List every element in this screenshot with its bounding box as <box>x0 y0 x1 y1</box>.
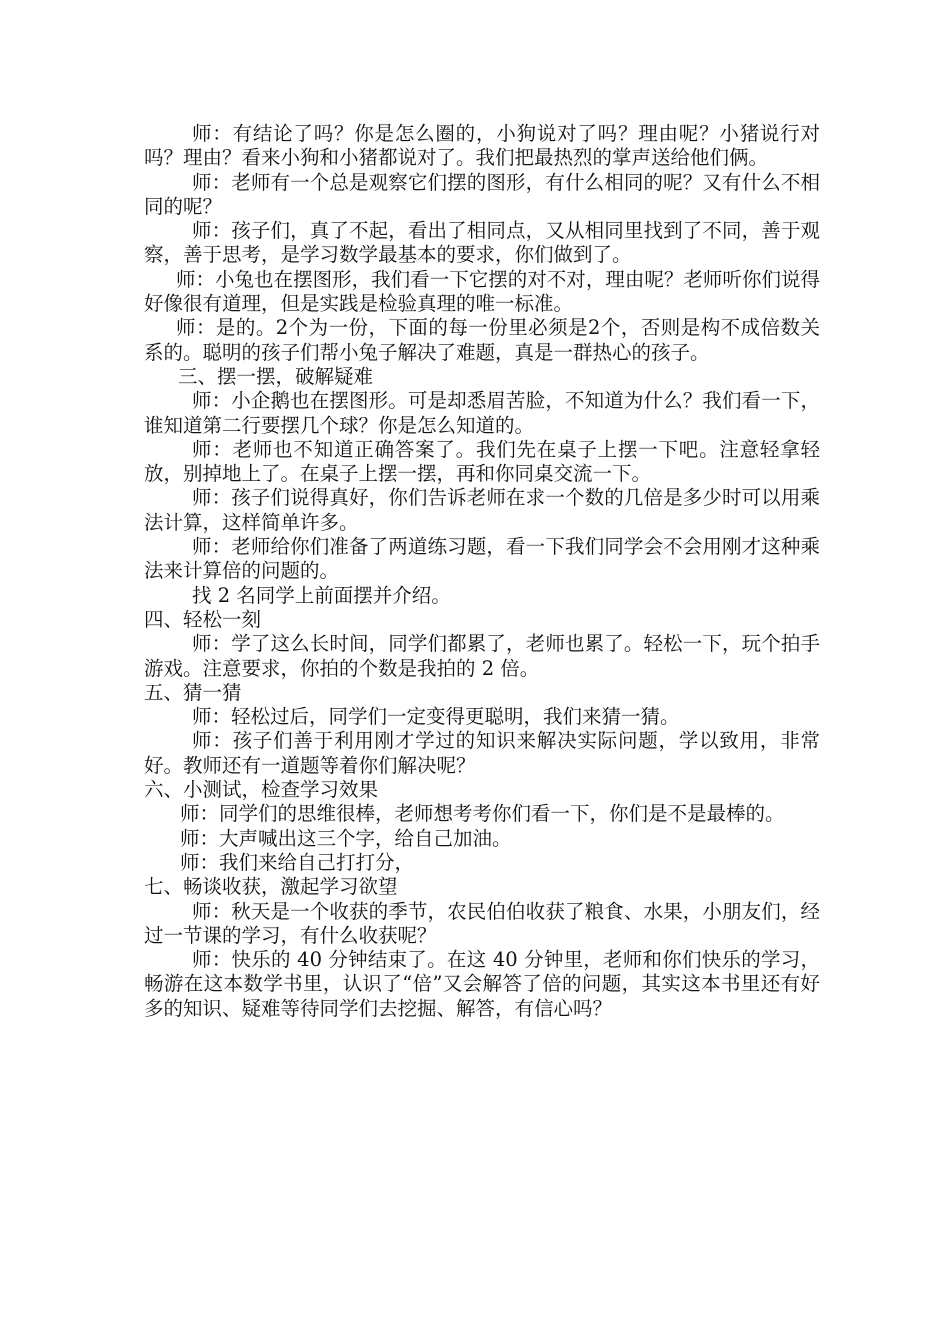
document-body <box>144 122 820 1021</box>
paragraph: 师：学了这么长时间，同学们都累了，老师也累了。轻松一下，玩个拍手游戏。注意要求，你拍的个数是我拍的 2 倍。 <box>144 632 820 680</box>
section-heading: 五、猜一猜 <box>144 680 242 704</box>
paragraph: 师：孩子们善于利用刚才学过的知识来解决实际问题，学以致用，非常好。教师还有一道题等着你们解决呢？ <box>144 729 820 777</box>
paragraph: 师：老师有一个总是观察它们摆的图形，有什么相同的呢？又有什么不相同的呢？ <box>144 170 820 218</box>
paragraph: 师：老师也不知道正确答案了。我们先在桌子上摆一下吧。注意轻拿轻放，别掉地上了。在桌子上摆一摆，再和你同桌交流一下。 <box>144 437 820 486</box>
paragraph: 师：同学们的思维很棒，老师想考考你们看一下，你们是不是最棒的。 <box>180 802 785 826</box>
paragraph: 师：小兔也在摆图形，我们看一下它摆的对不对，理由呢？老师听你们说得好像很有道理，但是实践是检验真理的唯一标准。 <box>144 267 820 316</box>
paragraph: 师：秋天是一个收获的季节，农民伯伯收获了粮食、水果，小朋友们，经过一节课的学习，有什么收获呢？ <box>144 899 820 947</box>
paragraph: 师：孩子们说得真好，你们告诉老师在求一个数的几倍是多少时可以用乘法计算，这样简单许多。 <box>144 486 820 534</box>
section-heading: 三、摆一摆，破解疑难 <box>178 364 374 388</box>
paragraph: 师：老师给你们准备了两道练习题，看一下我们同学会不会用刚才这种乘法来计算倍的问题的。 <box>144 535 820 583</box>
paragraph: 师：是的。2个为一份，下面的每一份里必须是2个，否则是构不成倍数关系的。聪明的孩子们帮小兔子解决了难题，真是一群热心的孩子。 <box>144 316 820 364</box>
paragraph: 师：我们来给自己打打分， <box>180 850 415 874</box>
section-heading: 四、轻松一刻 <box>144 607 262 631</box>
section-heading: 七、畅谈收获，激起学习欲望 <box>144 875 398 899</box>
paragraph: 师：轻松过后，同学们一定变得更聪明，我们来猜一猜。 <box>192 705 680 729</box>
section-heading: 六、小测试，检查学习效果 <box>144 778 379 802</box>
paragraph: 师：孩子们，真了不起，看出了相同点，又从相同里找到了不同，善于观察，善于思考，是学习数学最基本的要求，你们做到了。 <box>144 219 820 267</box>
paragraph: 师：有结论了吗？你是怎么圈的，小狗说对了吗？理由呢？小猪说行对吗？理由？看来小狗和小猪都说对了。我们把最热烈的掌声送给他们俩。 <box>144 122 820 170</box>
paragraph: 师：大声喊出这三个字，给自己加油。 <box>180 826 512 850</box>
paragraph: 师：快乐的 40 分钟结束了。在这 40 分钟里，老师和你们快乐的学习，畅游在这本数学书里，认识了“倍”又会解答了倍的问题，其实这本书里还有好多的知识、疑难等待同学们去挖掘、解答，有信心吗？ <box>144 948 820 1020</box>
paragraph: 师：小企鹅也在摆图形。可是却悉眉苦脸，不知道为什么？我们看一下，谁知道第二行要摆几个球？你是怎么知道的。 <box>144 389 820 437</box>
paragraph: 找 2 名同学上前面摆并介绍。 <box>192 583 451 607</box>
